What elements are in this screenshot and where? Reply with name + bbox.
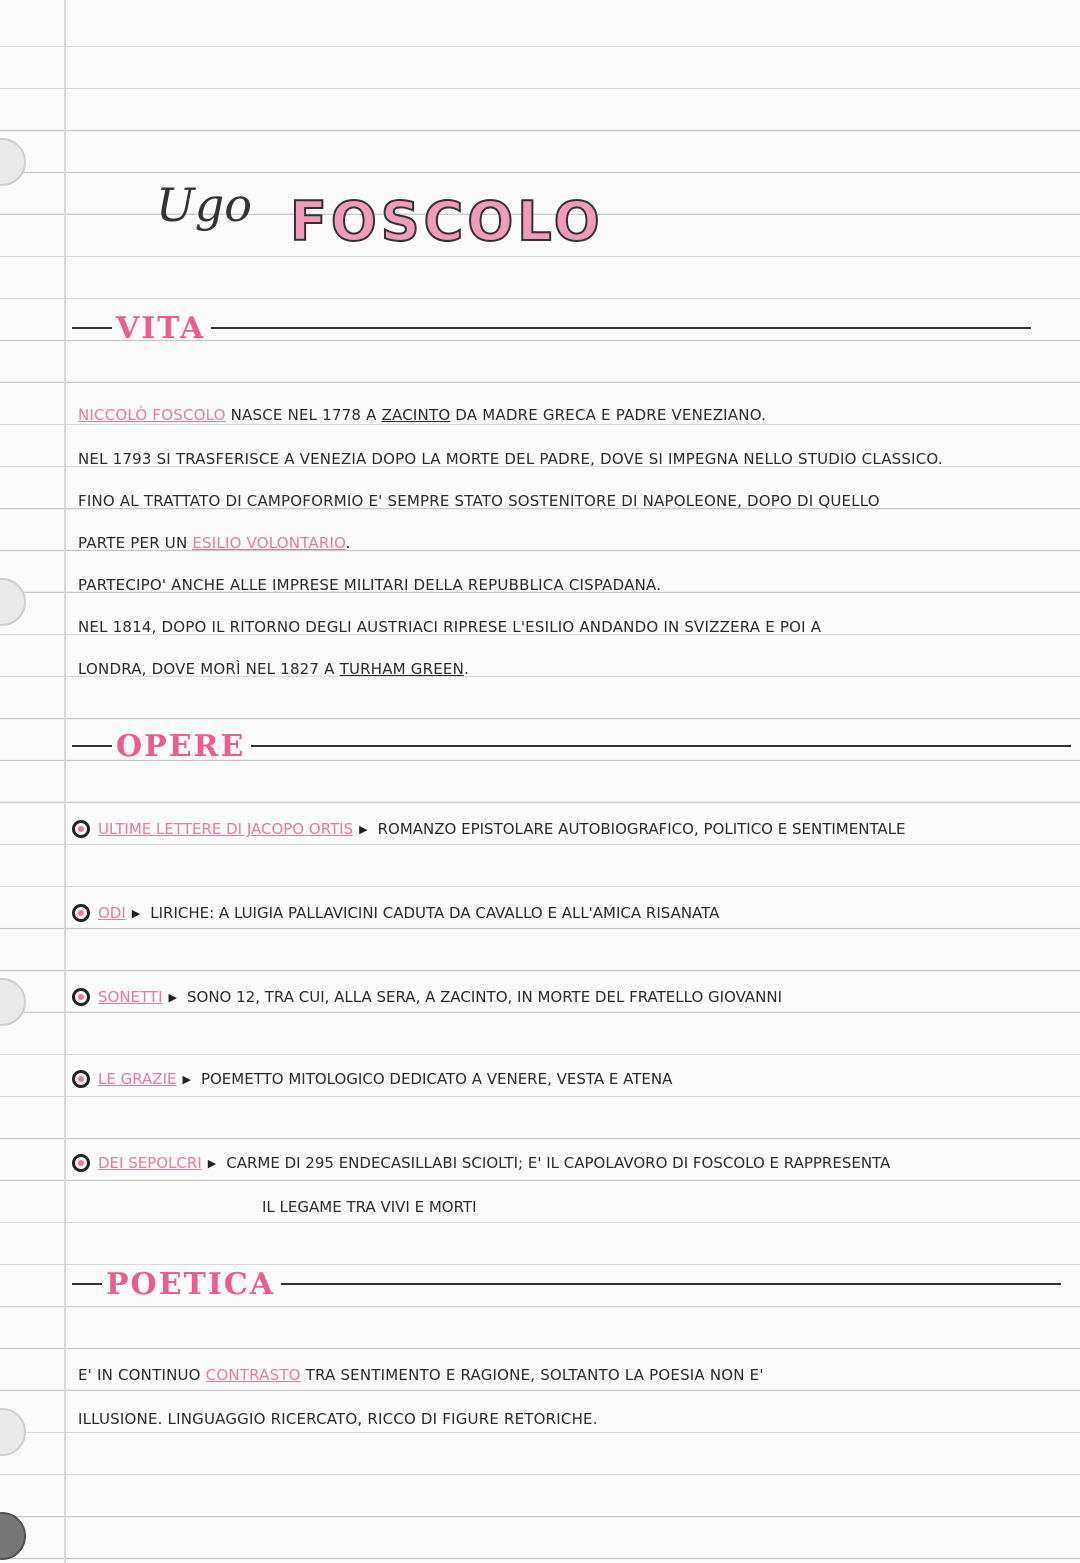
work-description-continued: IL LEGAME TRA VIVI E MORTI [262, 1198, 477, 1216]
circle-bullet-icon [72, 820, 90, 838]
term-highlight: ESILIO VOLONTARIO [192, 534, 346, 552]
heading-rule [211, 327, 1031, 329]
section-heading-vita [72, 308, 1031, 348]
vita-line-5 [78, 576, 1040, 594]
heading-rule [251, 745, 1071, 747]
text: TRA SENTIMENTO E RAGIONE, SOLTANTO LA POESIA NON E' [300, 1366, 764, 1384]
text: NEL 1793 SI TRASFERISCE A VENEZIA DOPO LA MORTE DEL PADRE, DOVE SI IMPEGNA NELLO STUDIO CLASSICO. [78, 450, 943, 468]
text: . [464, 660, 469, 678]
text: PARTE PER UN [78, 534, 193, 552]
work-item [72, 1070, 1040, 1088]
work-description: LIRICHE: A LUIGIA PALLAVICINI CADUTA DA CAVALLO E ALL'AMICA RISANATA [150, 904, 720, 922]
work-description: POEMETTO MITOLOGICO DEDICATO A VENERE, VESTA E ATENA [200, 1070, 673, 1088]
section-label: OPERE [116, 728, 246, 764]
section-heading-poetica [72, 1264, 1061, 1304]
margin-line [64, 0, 66, 1563]
text: E' IN CONTINUO [78, 1366, 206, 1384]
binder-hole [0, 978, 26, 1026]
circle-bullet-icon [72, 1070, 90, 1088]
arrow-right-icon: ▶ [131, 906, 141, 920]
circle-bullet-icon [72, 1154, 90, 1172]
section-heading-opere [72, 726, 1071, 766]
section-label: POETICA [106, 1266, 276, 1302]
text: DA MADRE GRECA E PADRE VENEZIANO. [450, 406, 767, 424]
place-underline: TURHAM GREEN [339, 660, 465, 678]
vita-line-4 [78, 534, 1040, 552]
name-highlight: NICCOLÒ FOSCOLO [78, 406, 226, 424]
work-description: SONO 12, TRA CUI, ALLA SERA, A ZACINTO, IN MORTE DEL FRATELLO GIOVANNI [186, 988, 783, 1006]
work-description: ROMANZO EPISTOLARE AUTOBIOGRAFICO, POLITICO E SENTIMENTALE [377, 820, 906, 838]
poetica-line-1 [78, 1366, 1040, 1384]
page-title: FOSCOLO [290, 190, 604, 253]
heading-dash [72, 327, 112, 329]
binder-hole [0, 138, 26, 186]
binder-hole [0, 578, 26, 626]
arrow-right-icon: ▶ [359, 822, 368, 836]
text: LONDRA, DOVE MORÌ NEL 1827 A [78, 660, 340, 678]
text: NASCE NEL 1778 A [225, 406, 382, 424]
work-title: ULTIME LETTERE DI JACOPO ORTIS [98, 820, 354, 838]
place-underline: ZACINTO [381, 406, 451, 424]
work-title: ODI [98, 904, 126, 922]
poetica-line-2 [78, 1410, 1040, 1428]
arrow-right-icon: ▶ [207, 1156, 217, 1170]
arrow-right-icon: ▶ [182, 1072, 191, 1086]
vita-line-3 [78, 492, 1040, 510]
text: . [345, 534, 351, 552]
term-highlight: CONTRASTO [205, 1366, 301, 1384]
work-item [72, 820, 1040, 838]
text: FINO AL TRATTATO DI CAMPOFORMIO E' SEMPRE STATO SOSTENITORE DI NAPOLEONE, DOPO DI QUELLO [78, 492, 880, 510]
vita-line-6 [78, 618, 1040, 636]
work-item [72, 988, 1040, 1006]
work-description: CARME DI 295 ENDECASILLABI SCIOLTI; E' IL CAPOLAVORO DI FOSCOLO E RAPPRESENTA [226, 1154, 891, 1172]
text: ILLUSIONE. LINGUAGGIO RICERCATO, RICCO DI FIGURE RETORICHE. [78, 1410, 598, 1428]
text: NEL 1814, DOPO IL RITORNO DEGLI AUSTRIACI RIPRESE L'ESILIO ANDANDO IN SVIZZERA E POI A [78, 618, 822, 636]
work-item [72, 1154, 1040, 1172]
text: PARTECIPO' ANCHE ALLE IMPRESE MILITARI DELLA REPUBBLICA CISPADANA. [78, 576, 662, 594]
work-title: DEI SEPOLCRI [98, 1154, 202, 1172]
binder-hole [0, 1512, 26, 1560]
vita-line-1 [78, 406, 1040, 424]
binder-hole [0, 1408, 26, 1456]
arrow-right-icon: ▶ [168, 990, 177, 1004]
section-label: VITA [116, 310, 206, 346]
work-title: SONETTI [98, 988, 163, 1006]
heading-dash [72, 745, 112, 747]
heading-dash [72, 1283, 102, 1285]
circle-bullet-icon [72, 988, 90, 1006]
work-item [72, 904, 1040, 922]
vita-line-2 [78, 450, 1040, 468]
work-title: LE GRAZIE [98, 1070, 177, 1088]
circle-bullet-icon [72, 904, 90, 922]
heading-rule [281, 1283, 1061, 1285]
first-name: Ugo [156, 178, 252, 232]
vita-line-7 [78, 660, 1040, 678]
